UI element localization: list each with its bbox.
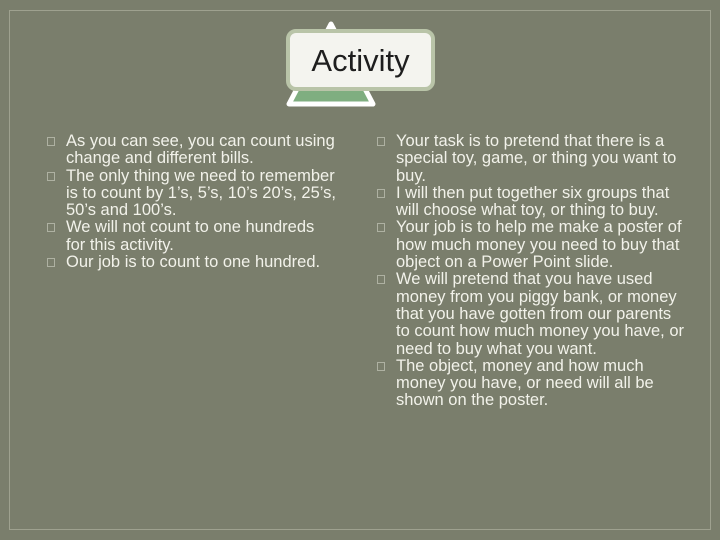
title-box	[286, 29, 435, 91]
bullet-text: Our job is to count to one hundred.	[66, 253, 321, 272]
bullet-item	[47, 133, 337, 168]
bullet-item	[47, 219, 337, 254]
bullet-square-icon	[47, 137, 55, 146]
bullet-square-icon	[377, 137, 385, 146]
bullet-text: We will not count to one hundreds for this activity.	[66, 218, 315, 254]
bullet-item	[47, 168, 337, 220]
left-bullet-list	[47, 133, 337, 271]
bullet-square-icon	[47, 258, 55, 267]
bullet-text: I will then put together six groups that will choose what toy, or thing to buy.	[396, 183, 670, 220]
bullet-item	[377, 219, 684, 271]
bullet-square-icon	[47, 172, 55, 181]
bullet-square-icon	[377, 189, 385, 198]
slide-title: Activity	[311, 42, 410, 78]
bullet-item	[377, 185, 684, 220]
bullet-text: We will pretend that you have used money from you piggy bank, or money that you have gotten from our parents to count how much money you have, or need to buy what you want.	[396, 270, 684, 358]
bullet-square-icon	[377, 223, 385, 232]
bullet-item	[47, 254, 337, 271]
bullet-item	[377, 133, 684, 185]
bullet-item	[377, 271, 684, 357]
bullet-square-icon	[377, 362, 385, 371]
bullet-text: Your job is to help me make a poster of how much money you need to buy that object on a Power Point slide.	[396, 218, 682, 272]
right-bullet-list	[377, 133, 684, 410]
bullet-text: Your task is to pretend that there is a special toy, game, or thing you want to buy.	[396, 132, 677, 185]
bullet-text: As you can see, you can count using change and different bills.	[66, 132, 335, 168]
bullet-text: The only thing we need to remember is to count by 1’s, 5’s, 10’s 20’s, 25’s, 50’s and 100’s.	[66, 166, 336, 220]
bullet-square-icon	[377, 275, 385, 284]
bullet-square-icon	[47, 223, 55, 232]
bullet-item	[377, 358, 684, 410]
bullet-text: The object, money and how much money you have, or need will all be shown on the poster.	[396, 356, 654, 410]
